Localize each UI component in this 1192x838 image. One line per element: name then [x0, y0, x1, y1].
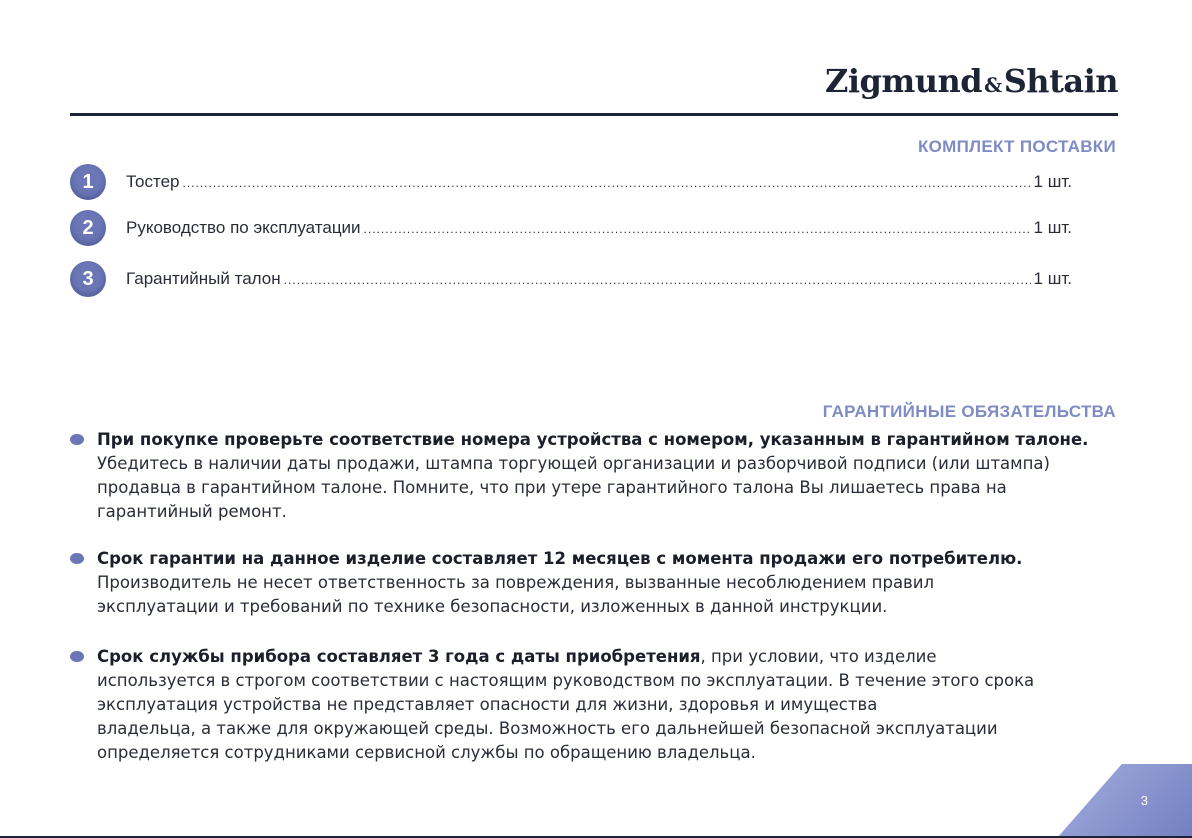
brand-logo	[825, 62, 1118, 100]
warranty-section-title: ГАРАНТИЙНЫЕ ОБЯЗАТЕЛЬСТВА	[822, 402, 1116, 421]
paragraph-lead-bold: Срок службы прибора составляет 3 года с даты приобретения	[97, 647, 701, 666]
warranty-paragraph-term	[97, 547, 1117, 619]
kit-section-title: КОМПЛЕКТ ПОСТАВКИ	[917, 137, 1116, 156]
dot-leader	[364, 222, 1031, 236]
warranty-paragraph-service-life	[97, 645, 1117, 765]
paragraph-lead-rest: , при условии, что изделие	[700, 647, 937, 666]
paragraph-line: определяется сотрудниками сервисной службы по обращению владельца.	[97, 743, 756, 762]
kit-item-row	[126, 172, 1072, 192]
bullet-dot	[70, 651, 84, 662]
kit-item	[70, 164, 1072, 200]
dot-leader	[284, 273, 1031, 287]
bullet-dot	[70, 434, 84, 445]
header-divider	[70, 113, 1118, 116]
bullet-dot	[70, 553, 84, 564]
paragraph-line: продавца в гарантийном талоне. Помните, что при утере гарантийного талона Вы лишаетесь права на	[97, 478, 1007, 497]
paragraph-line: Убедитесь в наличии даты продажи, штампа торгующей организации и разборчивой подписи (или штампа)	[97, 454, 1050, 473]
kit-item-quantity: 1 шт.	[1033, 172, 1072, 191]
kit-item	[70, 261, 1072, 297]
brand-ampersand: &	[984, 73, 1002, 97]
warranty-paragraph-purchase-check	[97, 428, 1117, 524]
kit-item-name: Руководство по эксплуатации	[126, 218, 361, 237]
paragraph-line: Производитель не несет ответственность за повреждения, вызванные несоблюдением правил	[97, 573, 935, 592]
paragraph-lead-bold: Срок гарантии на данное изделие составляет 12 месяцев с момента продажи его потребителю.	[97, 549, 1023, 568]
paragraph-line: используется в строгом соответствии с настоящим руководством по эксплуатации. В течение этого срока	[97, 671, 1035, 690]
item-number-badge: 1	[70, 164, 106, 200]
item-number-badge: 3	[70, 261, 106, 297]
paragraph-line: эксплуатация устройства не представляет опасности для жизни, здоровья и имущества	[97, 695, 878, 714]
kit-item-quantity: 1 шт.	[1033, 269, 1072, 288]
paragraph-lead-bold: При покупке проверьте соответствие номера устройства с номером, указанным в гарантийном талоне.	[97, 430, 1089, 449]
brand-name-part2: Shtain	[1003, 62, 1118, 100]
kit-item-row	[126, 218, 1072, 238]
kit-item	[70, 210, 1072, 246]
paragraph-line: эксплуатации и требований по технике безопасности, изложенных в данной инструкции.	[97, 597, 888, 616]
kit-item-quantity: 1 шт.	[1033, 218, 1072, 237]
paragraph-line: владельца, а также для окружающей среды. Возможность его дальнейшей безопасной эксплуатации	[97, 719, 998, 738]
brand-name-part1: Zigmund	[824, 62, 983, 100]
kit-item-name: Гарантийный талон	[126, 269, 281, 288]
page-corner-decoration	[1057, 764, 1192, 838]
page-number: 3	[1140, 793, 1148, 808]
paragraph-line: гарантийный ремонт.	[97, 502, 287, 521]
kit-item-name: Тостер	[126, 172, 180, 191]
dot-leader	[183, 176, 1031, 190]
kit-item-row	[126, 269, 1072, 289]
item-number-badge: 2	[70, 210, 106, 246]
